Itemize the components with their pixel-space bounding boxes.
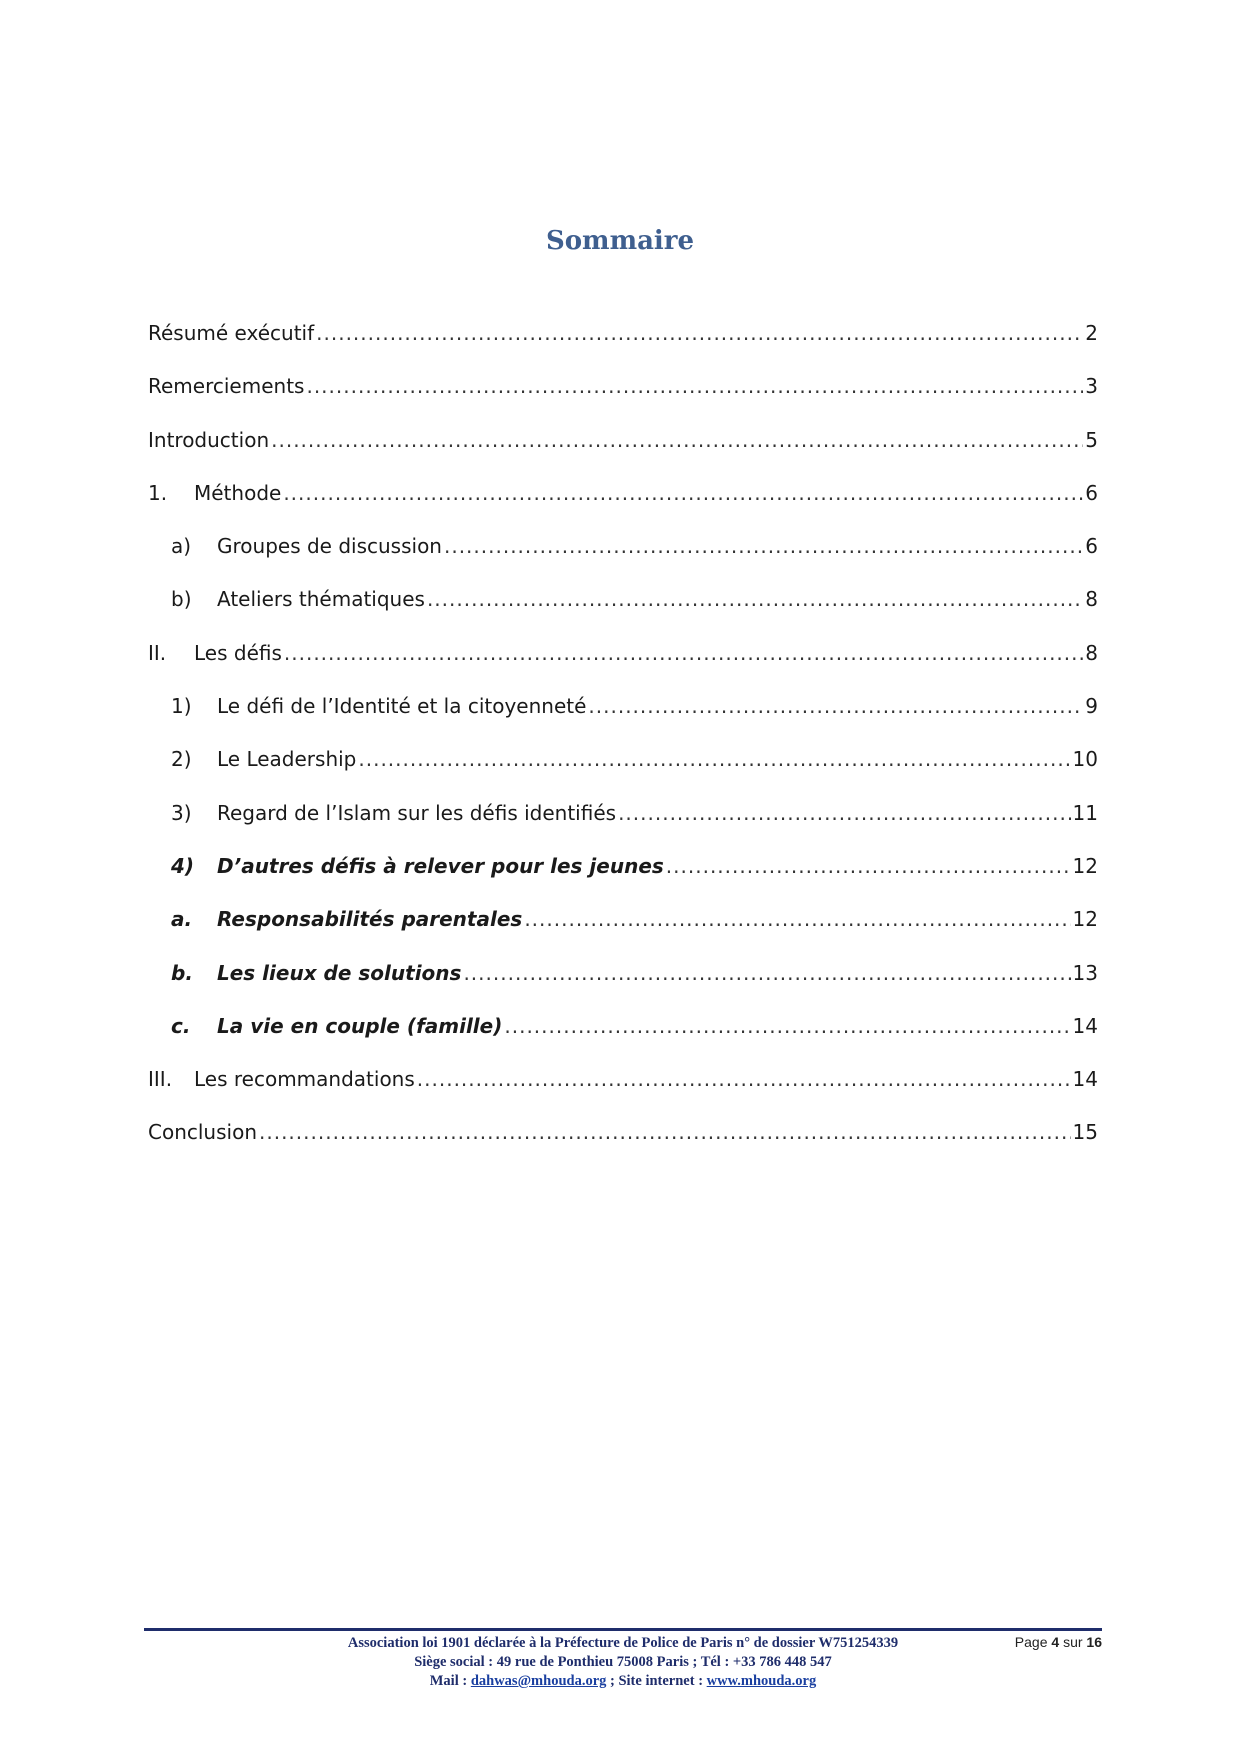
toc-entry[interactable]: [148, 800, 1098, 853]
toc-leader-dots: [417, 1066, 1071, 1092]
toc-entry-label: Les défis: [194, 640, 282, 665]
toc-leader-dots: [618, 800, 1070, 826]
toc-leader-dots: [271, 427, 1083, 453]
footer-contact: [144, 1672, 1102, 1691]
toc-entry-label: Le Leadership: [217, 747, 357, 772]
toc-entry-label: La vie en couple (famille): [217, 1013, 503, 1038]
page-word: Page: [1014, 1634, 1048, 1650]
toc-entry[interactable]: [148, 373, 1098, 426]
toc-entry[interactable]: [148, 1013, 1098, 1066]
toc-entry-number: 3): [171, 800, 192, 825]
page-number: [1015, 1634, 1102, 1650]
toc-entry[interactable]: [148, 746, 1098, 799]
toc-entry-number: a): [171, 534, 192, 559]
page-title: Sommaire: [545, 226, 695, 256]
footer-address-block: [144, 1634, 1102, 1691]
toc-entry-label: Le défi de l’Identité et la citoyenneté: [217, 694, 587, 719]
toc-entry-label: Groupes de discussion: [217, 534, 442, 559]
toc-leader-dots: [259, 1119, 1071, 1145]
toc-entry-number: 2): [171, 747, 192, 772]
toc-entry[interactable]: [148, 693, 1098, 746]
footer-address: Siège social : 49 rue de Ponthieu 75008 Paris ; Tél : +33 786 448 547: [414, 1654, 832, 1670]
toc-entry[interactable]: [148, 906, 1098, 959]
toc-entry-number: c.: [171, 1013, 191, 1038]
toc-entry-label: Les recommandations: [194, 1067, 415, 1092]
toc-entry-page: 9: [1085, 694, 1098, 719]
page-current: 4: [1051, 1634, 1060, 1650]
toc-entry-number: 1): [171, 694, 192, 719]
toc-entry-page: 2: [1085, 321, 1098, 345]
toc-leader-dots: [358, 746, 1070, 772]
toc-entry-label: Responsabilités parentales: [217, 907, 523, 932]
toc-entry-page: 6: [1085, 480, 1098, 505]
toc-entry[interactable]: [148, 960, 1098, 1013]
toc-leader-dots: [588, 693, 1083, 719]
toc-entry[interactable]: [148, 1119, 1098, 1172]
toc-entry-page: 14: [1072, 1067, 1098, 1092]
toc-entry-label: Conclusion: [148, 1120, 257, 1145]
toc-entry[interactable]: [148, 853, 1098, 906]
page-footer: [144, 1634, 1102, 1691]
toc-leader-dots: [524, 906, 1070, 932]
toc-entry-label: Les lieux de solutions: [217, 960, 462, 985]
toc-entry[interactable]: [148, 320, 1098, 373]
toc-leader-dots: [427, 586, 1083, 612]
toc-entry-page: 5: [1085, 427, 1098, 452]
toc-entry-label: Remerciements: [148, 374, 305, 399]
toc-entry[interactable]: [148, 533, 1098, 586]
toc-entry-number: 4): [171, 853, 195, 878]
toc-entry-number: III.: [148, 1067, 173, 1092]
toc-entry-number: II.: [148, 640, 167, 665]
page-separator: sur: [1063, 1634, 1083, 1650]
toc-leader-dots: [463, 960, 1070, 986]
table-of-contents: [148, 320, 1098, 1173]
footer-email-link[interactable]: dahwas@mhouda.org: [470, 1673, 607, 1689]
toc-entry-page: 12: [1072, 907, 1098, 932]
toc-entry-page: 8: [1085, 640, 1098, 665]
footer-website-link[interactable]: www.mhouda.org: [706, 1673, 817, 1689]
toc-entry-page: 8: [1085, 587, 1098, 612]
toc-entry-page: 12: [1072, 853, 1098, 878]
footer-mail-label: Mail :: [429, 1673, 471, 1689]
toc-entry[interactable]: [148, 586, 1098, 639]
toc-entry-label: Ateliers thématiques: [217, 587, 425, 612]
toc-entry[interactable]: [148, 427, 1098, 480]
toc-entry-page: 11: [1072, 800, 1098, 825]
toc-entry-label: Méthode: [194, 480, 282, 505]
toc-leader-dots: [444, 533, 1083, 559]
toc-entry[interactable]: [148, 640, 1098, 693]
toc-leader-dots: [666, 853, 1071, 879]
toc-leader-dots: [283, 480, 1083, 506]
toc-entry-label: Introduction: [148, 427, 270, 452]
toc-leader-dots: [306, 373, 1083, 399]
toc-entry[interactable]: [148, 1066, 1098, 1119]
toc-entry-page: 6: [1085, 534, 1098, 559]
toc-entry-page: 13: [1072, 960, 1098, 985]
toc-entry-number: b.: [171, 960, 193, 985]
toc-entry-page: 14: [1072, 1013, 1098, 1038]
toc-entry-number: b): [171, 587, 192, 612]
toc-entry-number: a.: [171, 907, 193, 932]
toc-entry-page: 3: [1085, 374, 1098, 399]
footer-registration: Association loi 1901 déclarée à la Préfecture de Police de Paris n° de dossier W751254339: [347, 1635, 899, 1651]
toc-leader-dots: [284, 640, 1083, 666]
toc-leader-dots: [504, 1013, 1070, 1039]
toc-entry-page: 15: [1072, 1120, 1098, 1145]
toc-entry[interactable]: [148, 480, 1098, 533]
page-total: 16: [1086, 1634, 1102, 1650]
toc-entry-number: 1.: [148, 480, 168, 505]
toc-entry-page: 10: [1072, 747, 1098, 772]
footer-divider: [144, 1628, 1102, 1631]
toc-leader-dots: [316, 320, 1083, 346]
footer-site-label: ; Site internet :: [606, 1673, 707, 1689]
toc-entry-label: D’autres défis à relever pour les jeunes: [217, 853, 664, 878]
toc-entry-label: Résumé exécutif: [148, 321, 315, 345]
toc-entry-label: Regard de l’Islam sur les défis identifiés: [217, 800, 617, 825]
